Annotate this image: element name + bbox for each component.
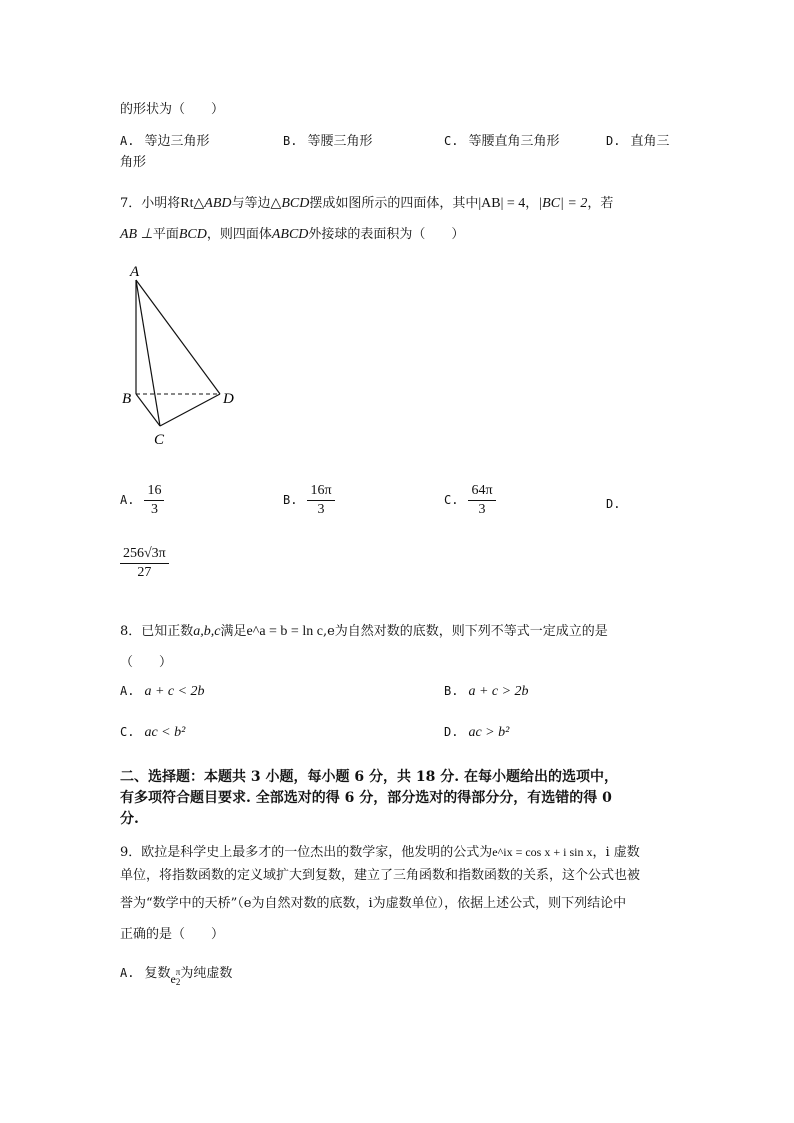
option-letter: A. bbox=[120, 134, 135, 148]
option-letter: A. bbox=[120, 684, 135, 698]
q8-paren: （ ） bbox=[120, 655, 173, 670]
vertex-label-b: B bbox=[122, 391, 132, 407]
edge-cd bbox=[160, 394, 220, 426]
q9-option-a[interactable]: A. 复数e π 2 为纯虚数 bbox=[120, 966, 233, 987]
option-text: 等边三角形 bbox=[144, 134, 210, 149]
edge-bc bbox=[136, 394, 160, 426]
option-letter: B. bbox=[444, 684, 459, 698]
q7-option-d[interactable] bbox=[606, 497, 630, 512]
vertex-label-d: D bbox=[223, 391, 234, 407]
edge-ad bbox=[136, 280, 220, 394]
tetrahedron-figure bbox=[110, 258, 260, 453]
q7-option-d-value bbox=[120, 546, 169, 581]
option-letter: D. bbox=[606, 134, 621, 148]
fraction: $\frac{16\pi}{3}$ bbox=[307, 483, 334, 518]
q9-stem-line3: 誉为“数学中的天桥”（e为自然对数的底数，i为虚数单位），依据上述公式，则下列结论中 bbox=[120, 896, 627, 911]
q6-option-a[interactable] bbox=[120, 130, 209, 149]
option-letter: C. bbox=[120, 725, 135, 739]
option-text: a + c < 2b bbox=[144, 684, 205, 699]
option-letter: C. bbox=[444, 493, 459, 507]
vertex-label-a: A bbox=[130, 264, 140, 280]
q8-option-d[interactable] bbox=[444, 725, 509, 741]
fraction: $\frac{256√3\pi}{27}$ bbox=[120, 546, 169, 581]
fraction: $\frac{64\pi}{3}$ bbox=[468, 483, 495, 518]
bc-length: |BC| = 2 bbox=[538, 196, 588, 211]
q6-option-d-continued: 角形 bbox=[120, 155, 147, 170]
q8-option-b[interactable] bbox=[444, 684, 529, 700]
option-text: 等腰三角形 bbox=[307, 134, 373, 149]
option-text: ac > b² bbox=[468, 725, 510, 740]
q7-stem-line1: 7．小明将Rt△ABD与等边△BCD摆成如图所示的四面体，其中|AB| = 4，|BC| = 2，若 bbox=[120, 196, 614, 211]
exp-base: e bbox=[170, 972, 176, 986]
q9-stem-line4: 正确的是（ ） bbox=[120, 927, 225, 942]
option-letter: B. bbox=[283, 493, 298, 507]
edge-ac bbox=[136, 280, 160, 426]
exp-fraction: π 2 bbox=[175, 967, 181, 987]
question-number: 7． bbox=[120, 196, 142, 211]
option-letter: D. bbox=[606, 497, 621, 511]
question-number: 8． bbox=[120, 624, 142, 639]
option-text: 等腰直角三角形 bbox=[468, 134, 560, 149]
section2-heading-line3: 分. bbox=[120, 811, 139, 827]
ab-length: |AB| = 4 bbox=[478, 196, 526, 211]
option-text: ac < b² bbox=[144, 725, 186, 740]
option-letter: D. bbox=[444, 725, 459, 739]
q7-stem-line2: AB ⊥平面BCD，则四面体ABCD外接球的表面积为（ ） bbox=[120, 227, 465, 242]
q6-option-d[interactable] bbox=[606, 130, 669, 149]
fraction: $\frac{16}{3}$ bbox=[144, 483, 164, 518]
q6-stem-tail: 的形状为（ ） bbox=[120, 102, 225, 117]
q9-stem-line2: 单位，将指数函数的定义域扩大到复数，建立了三角函数和指数函数的关系，这个公式也被 bbox=[120, 868, 641, 883]
vertex-label-c: C bbox=[154, 432, 165, 448]
q9-stem-line1: 9．欧拉是科学史上最多才的一位杰出的数学家，他发明的公式为e^ix = cos x + i sin x，i 虚数 bbox=[120, 845, 640, 860]
q6-option-c[interactable] bbox=[444, 130, 559, 149]
q8-equation: e^a = b = ln c bbox=[246, 624, 323, 639]
option-letter: A. bbox=[120, 493, 135, 507]
q8-option-a[interactable] bbox=[120, 684, 205, 700]
q6-option-b[interactable] bbox=[283, 130, 372, 149]
option-letter: C. bbox=[444, 134, 459, 148]
euler-formula: e^ix = cos x + i sin x bbox=[492, 845, 593, 859]
section2-heading-line2: 有多项符合题目要求. 全部选对的得 6 分，部分选对的得部分分，有选错的得 0 bbox=[120, 790, 612, 806]
option-text: 直角三 bbox=[630, 134, 670, 149]
option-letter: A. bbox=[120, 966, 135, 980]
q8-stem: 8．已知正数a,b,c满足e^a = b = ln c,e为自然对数的底数，则下列不等式一定成立的是 bbox=[120, 624, 608, 639]
q8-option-c[interactable] bbox=[120, 725, 185, 741]
option-letter: B. bbox=[283, 134, 298, 148]
option-text: a + c > 2b bbox=[468, 684, 529, 699]
section2-heading-line1: 二、选择题：本题共 3 小题，每小题 6 分，共 18 分. 在每小题给出的选项中， bbox=[120, 769, 618, 785]
q7-option-a[interactable] bbox=[120, 483, 164, 518]
q7-option-c[interactable] bbox=[444, 483, 496, 518]
q7-option-b[interactable] bbox=[283, 483, 335, 518]
